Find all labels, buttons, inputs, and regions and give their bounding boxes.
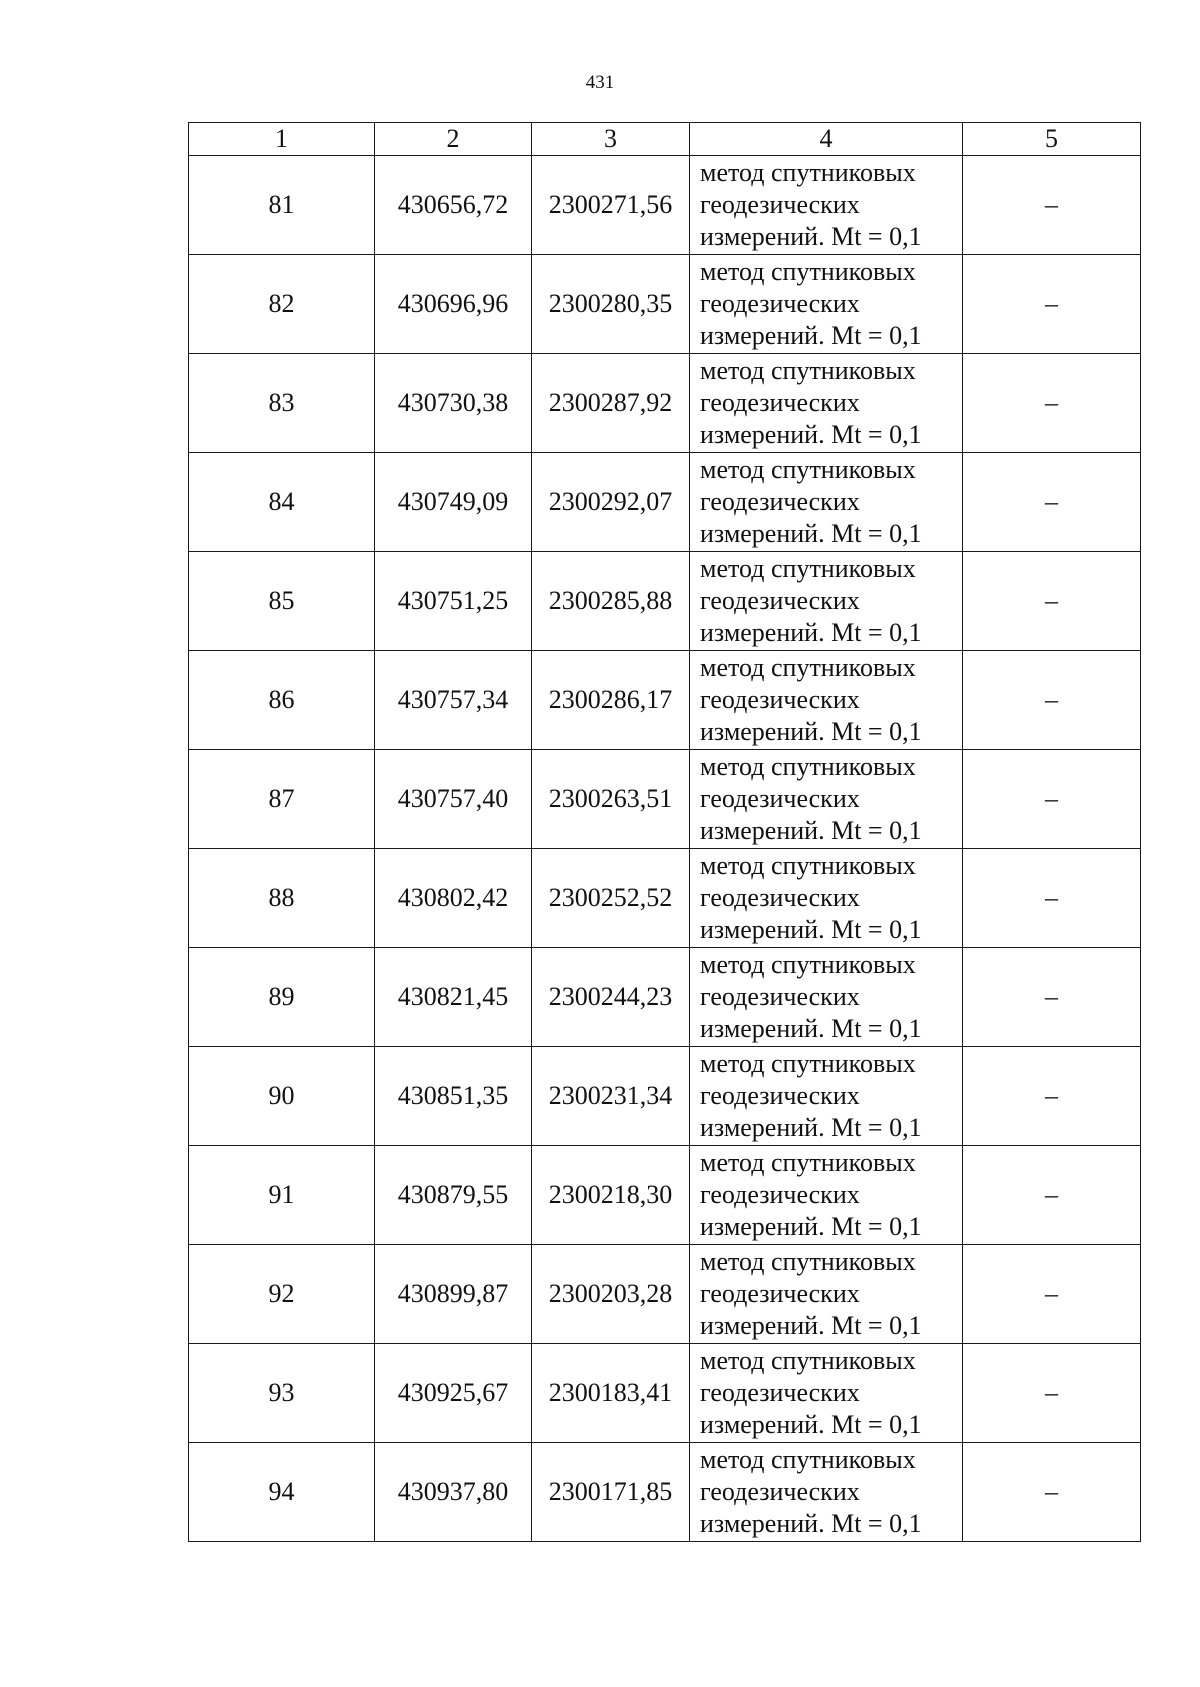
y-coordinate-cell: 2300287,92: [532, 354, 690, 453]
x-coordinate-cell: 430879,55: [375, 1146, 532, 1245]
point-number-cell: 85: [189, 552, 375, 651]
note-cell: –: [963, 1443, 1141, 1542]
header-cell-1: 1: [189, 123, 375, 156]
method-cell: [690, 354, 963, 453]
method-cell: [690, 156, 963, 255]
y-coordinate-cell: 2300292,07: [532, 453, 690, 552]
y-coordinate-cell: 2300280,35: [532, 255, 690, 354]
method-line: измерений. Mt = 0,1: [700, 1410, 922, 1439]
point-number-cell: 92: [189, 1245, 375, 1344]
y-coordinate-cell: 2300244,23: [532, 948, 690, 1047]
x-coordinate-cell: 430821,45: [375, 948, 532, 1047]
note-cell: –: [963, 651, 1141, 750]
header-cell-3: 3: [532, 123, 690, 156]
method-line: метод спутниковых: [700, 455, 916, 484]
point-number-cell: 91: [189, 1146, 375, 1245]
note-cell: –: [963, 1146, 1141, 1245]
table-row: [189, 750, 1141, 849]
point-number-cell: 88: [189, 849, 375, 948]
note-cell: –: [963, 1245, 1141, 1344]
table-row: [189, 453, 1141, 552]
note-cell: –: [963, 354, 1141, 453]
x-coordinate-cell: 430899,87: [375, 1245, 532, 1344]
table-row: [189, 255, 1141, 354]
method-line: геодезических: [700, 685, 860, 714]
y-coordinate-cell: 2300263,51: [532, 750, 690, 849]
header-row: [189, 123, 1141, 156]
x-coordinate-cell: 430802,42: [375, 849, 532, 948]
method-line: метод спутниковых: [700, 653, 916, 682]
method-line: геодезических: [700, 1081, 860, 1110]
table-row: [189, 948, 1141, 1047]
y-coordinate-cell: 2300183,41: [532, 1344, 690, 1443]
method-line: метод спутниковых: [700, 257, 916, 286]
point-number-cell: 89: [189, 948, 375, 1047]
note-cell: –: [963, 156, 1141, 255]
method-cell: [690, 1443, 963, 1542]
table-row: [189, 1047, 1141, 1146]
method-line: геодезических: [700, 1477, 860, 1506]
header-cell-5: 5: [963, 123, 1141, 156]
x-coordinate-cell: 430696,96: [375, 255, 532, 354]
x-coordinate-cell: 430851,35: [375, 1047, 532, 1146]
x-coordinate-cell: 430757,34: [375, 651, 532, 750]
method-line: метод спутниковых: [700, 1049, 916, 1078]
method-cell: [690, 1344, 963, 1443]
method-line: геодезических: [700, 784, 860, 813]
point-number-cell: 81: [189, 156, 375, 255]
method-cell: [690, 1245, 963, 1344]
method-cell: [690, 849, 963, 948]
note-cell: –: [963, 552, 1141, 651]
point-number-cell: 94: [189, 1443, 375, 1542]
point-number-cell: 83: [189, 354, 375, 453]
y-coordinate-cell: 2300231,34: [532, 1047, 690, 1146]
note-cell: –: [963, 750, 1141, 849]
method-line: метод спутниковых: [700, 851, 916, 880]
coordinates-table: [188, 122, 1141, 1542]
table-row: [189, 849, 1141, 948]
y-coordinate-cell: 2300285,88: [532, 552, 690, 651]
method-cell: [690, 552, 963, 651]
method-line: измерений. Mt = 0,1: [700, 1212, 922, 1241]
note-cell: –: [963, 948, 1141, 1047]
y-coordinate-cell: 2300218,30: [532, 1146, 690, 1245]
method-line: геодезических: [700, 586, 860, 615]
y-coordinate-cell: 2300171,85: [532, 1443, 690, 1542]
x-coordinate-cell: 430656,72: [375, 156, 532, 255]
table-row: [189, 354, 1141, 453]
header-cell-2: 2: [375, 123, 532, 156]
method-cell: [690, 651, 963, 750]
method-line: метод спутниковых: [700, 1148, 916, 1177]
note-cell: –: [963, 453, 1141, 552]
point-number-cell: 82: [189, 255, 375, 354]
method-line: геодезических: [700, 190, 860, 219]
method-line: измерений. Mt = 0,1: [700, 321, 922, 350]
table-row: [189, 552, 1141, 651]
table-row: [189, 1344, 1141, 1443]
table-row: [189, 1245, 1141, 1344]
method-cell: [690, 1047, 963, 1146]
table-header: [189, 123, 1141, 156]
x-coordinate-cell: 430730,38: [375, 354, 532, 453]
x-coordinate-cell: 430751,25: [375, 552, 532, 651]
table-body: [189, 156, 1141, 1542]
method-line: измерений. Mt = 0,1: [700, 222, 922, 251]
method-line: измерений. Mt = 0,1: [700, 717, 922, 746]
x-coordinate-cell: 430749,09: [375, 453, 532, 552]
method-line: измерений. Mt = 0,1: [700, 519, 922, 548]
y-coordinate-cell: 2300286,17: [532, 651, 690, 750]
point-number-cell: 93: [189, 1344, 375, 1443]
method-line: метод спутниковых: [700, 158, 916, 187]
method-line: геодезических: [700, 289, 860, 318]
method-line: геодезических: [700, 883, 860, 912]
method-line: метод спутниковых: [700, 554, 916, 583]
method-line: геодезических: [700, 1279, 860, 1308]
method-line: метод спутниковых: [700, 950, 916, 979]
table-row: [189, 1443, 1141, 1542]
method-cell: [690, 948, 963, 1047]
method-line: измерений. Mt = 0,1: [700, 1113, 922, 1142]
point-number-cell: 86: [189, 651, 375, 750]
method-line: измерений. Mt = 0,1: [700, 915, 922, 944]
method-line: измерений. Mt = 0,1: [700, 420, 922, 449]
table-row: [189, 1146, 1141, 1245]
method-cell: [690, 750, 963, 849]
method-line: геодезических: [700, 1378, 860, 1407]
x-coordinate-cell: 430925,67: [375, 1344, 532, 1443]
y-coordinate-cell: 2300203,28: [532, 1245, 690, 1344]
page-number: 431: [585, 72, 615, 93]
point-number-cell: 87: [189, 750, 375, 849]
method-line: измерений. Mt = 0,1: [700, 816, 922, 845]
method-line: геодезических: [700, 388, 860, 417]
header-cell-4: 4: [690, 123, 963, 156]
method-line: метод спутниковых: [700, 752, 916, 781]
table-row: [189, 651, 1141, 750]
method-line: геодезических: [700, 487, 860, 516]
method-line: измерений. Mt = 0,1: [700, 618, 922, 647]
method-cell: [690, 1146, 963, 1245]
point-number-cell: 90: [189, 1047, 375, 1146]
y-coordinate-cell: 2300271,56: [532, 156, 690, 255]
point-number-cell: 84: [189, 453, 375, 552]
method-line: метод спутниковых: [700, 1445, 916, 1474]
method-line: измерений. Mt = 0,1: [700, 1311, 922, 1340]
y-coordinate-cell: 2300252,52: [532, 849, 690, 948]
method-line: геодезических: [700, 1180, 860, 1209]
method-line: измерений. Mt = 0,1: [700, 1014, 922, 1043]
method-line: метод спутниковых: [700, 1247, 916, 1276]
method-line: метод спутниковых: [700, 356, 916, 385]
method-line: геодезических: [700, 982, 860, 1011]
note-cell: –: [963, 1344, 1141, 1443]
method-line: измерений. Mt = 0,1: [700, 1509, 922, 1538]
note-cell: –: [963, 849, 1141, 948]
method-cell: [690, 255, 963, 354]
x-coordinate-cell: 430937,80: [375, 1443, 532, 1542]
note-cell: –: [963, 1047, 1141, 1146]
note-cell: –: [963, 255, 1141, 354]
table-row: [189, 156, 1141, 255]
x-coordinate-cell: 430757,40: [375, 750, 532, 849]
method-cell: [690, 453, 963, 552]
method-line: метод спутниковых: [700, 1346, 916, 1375]
